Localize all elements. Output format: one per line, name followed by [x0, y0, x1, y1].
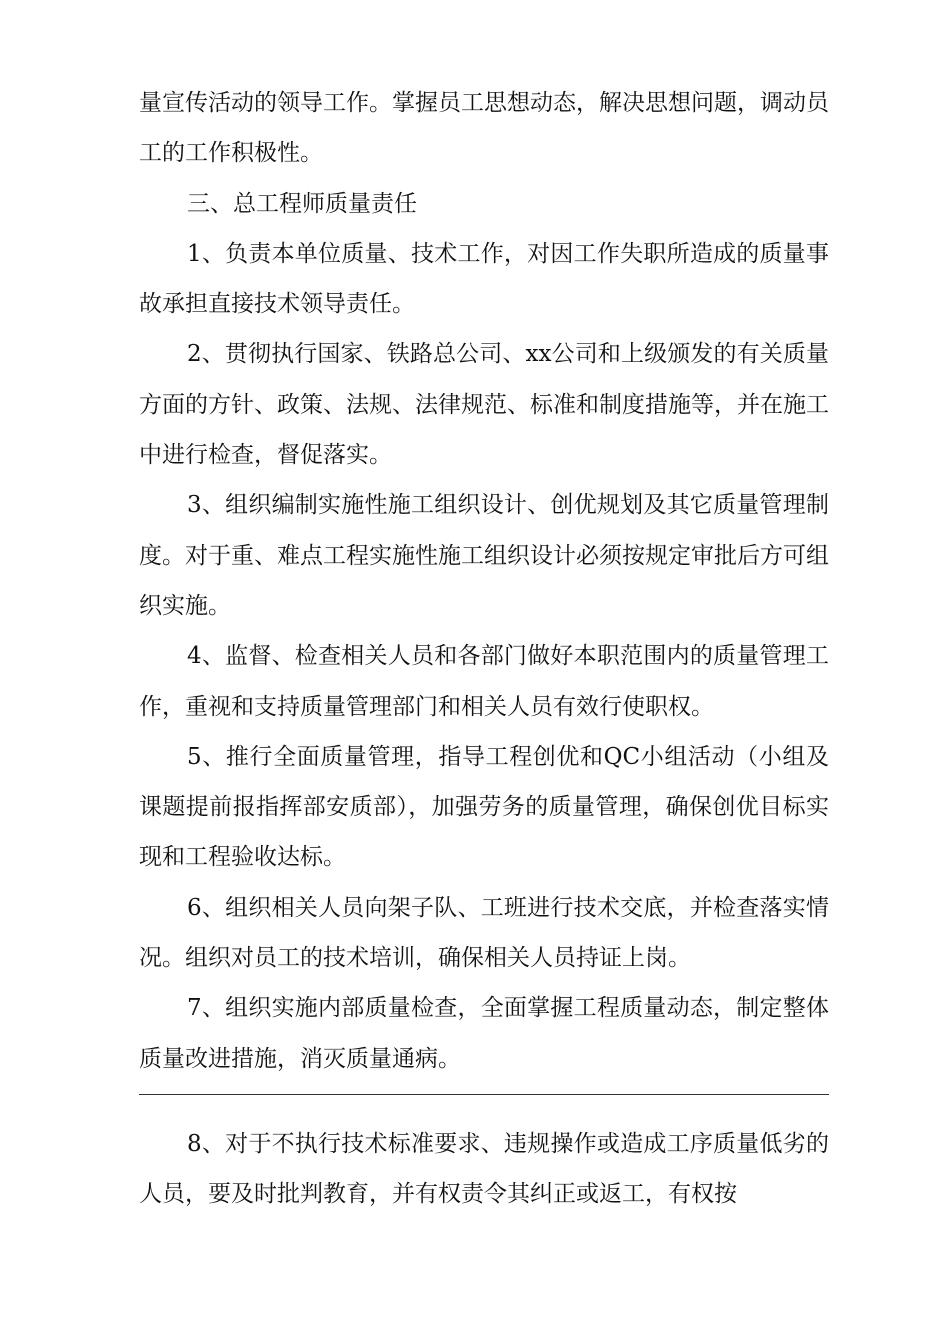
paragraph-item-1: 1、负责本单位质量、技术工作，对因工作失职所造成的质量事故承担直接技术领导责任。 — [139, 240, 829, 318]
paragraph-item-5: 5、推行全面质量管理，指导工程创优和QC小组活动（小组及课题提前报指挥部安质部），加强劳务的质量管理，确保创优目标实现和工程验收达标。 — [139, 743, 829, 871]
document-page — [139, 78, 829, 1220]
section-heading: 三、总工程师质量责任 — [187, 190, 417, 217]
paragraph-item-4: 4、监督、检查相关人员和各部门做好本职范围内的质量管理工作，重视和支持质量管理部门和相关人员有效行使职权。 — [139, 643, 829, 720]
paragraph-item-3: 3、组织编制实施性施工组织设计、创优规划及其它质量管理制度。对于重、难点工程实施性施工组织设计必须按规定审批后方可组织实施。 — [139, 492, 829, 619]
paragraph-item-2: 2、贯彻执行国家、铁路总公司、xx公司和上级颁发的有关质量方面的方针、政策、法规、法律规范、标准和制度措施等，并在施工中进行检查，督促落实。 — [139, 341, 829, 469]
paragraph-continuation: 量宣传活动的领导工作。掌握员工思想动态，解决思想问题，调动员工的工作积极性。 — [139, 90, 829, 167]
paragraph-item-6: 6、组织相关人员向架子队、工班进行技术交底，并检查落实情况。组织对员工的技术培训，确保相关人员持证上岗。 — [139, 894, 829, 972]
paragraph-item-7: 7、组织实施内部质量检查，全面掌握工程质量动态，制定整体质量改进措施，消灭质量通病。 — [139, 995, 829, 1072]
page-break-divider — [139, 1094, 829, 1095]
paragraph-item-8: 8、对于不执行技术标准要求、违规操作或造成工序质量低劣的人员，要及时批判教育，并有权责令其纠正或返工，有权按 — [139, 1130, 829, 1208]
